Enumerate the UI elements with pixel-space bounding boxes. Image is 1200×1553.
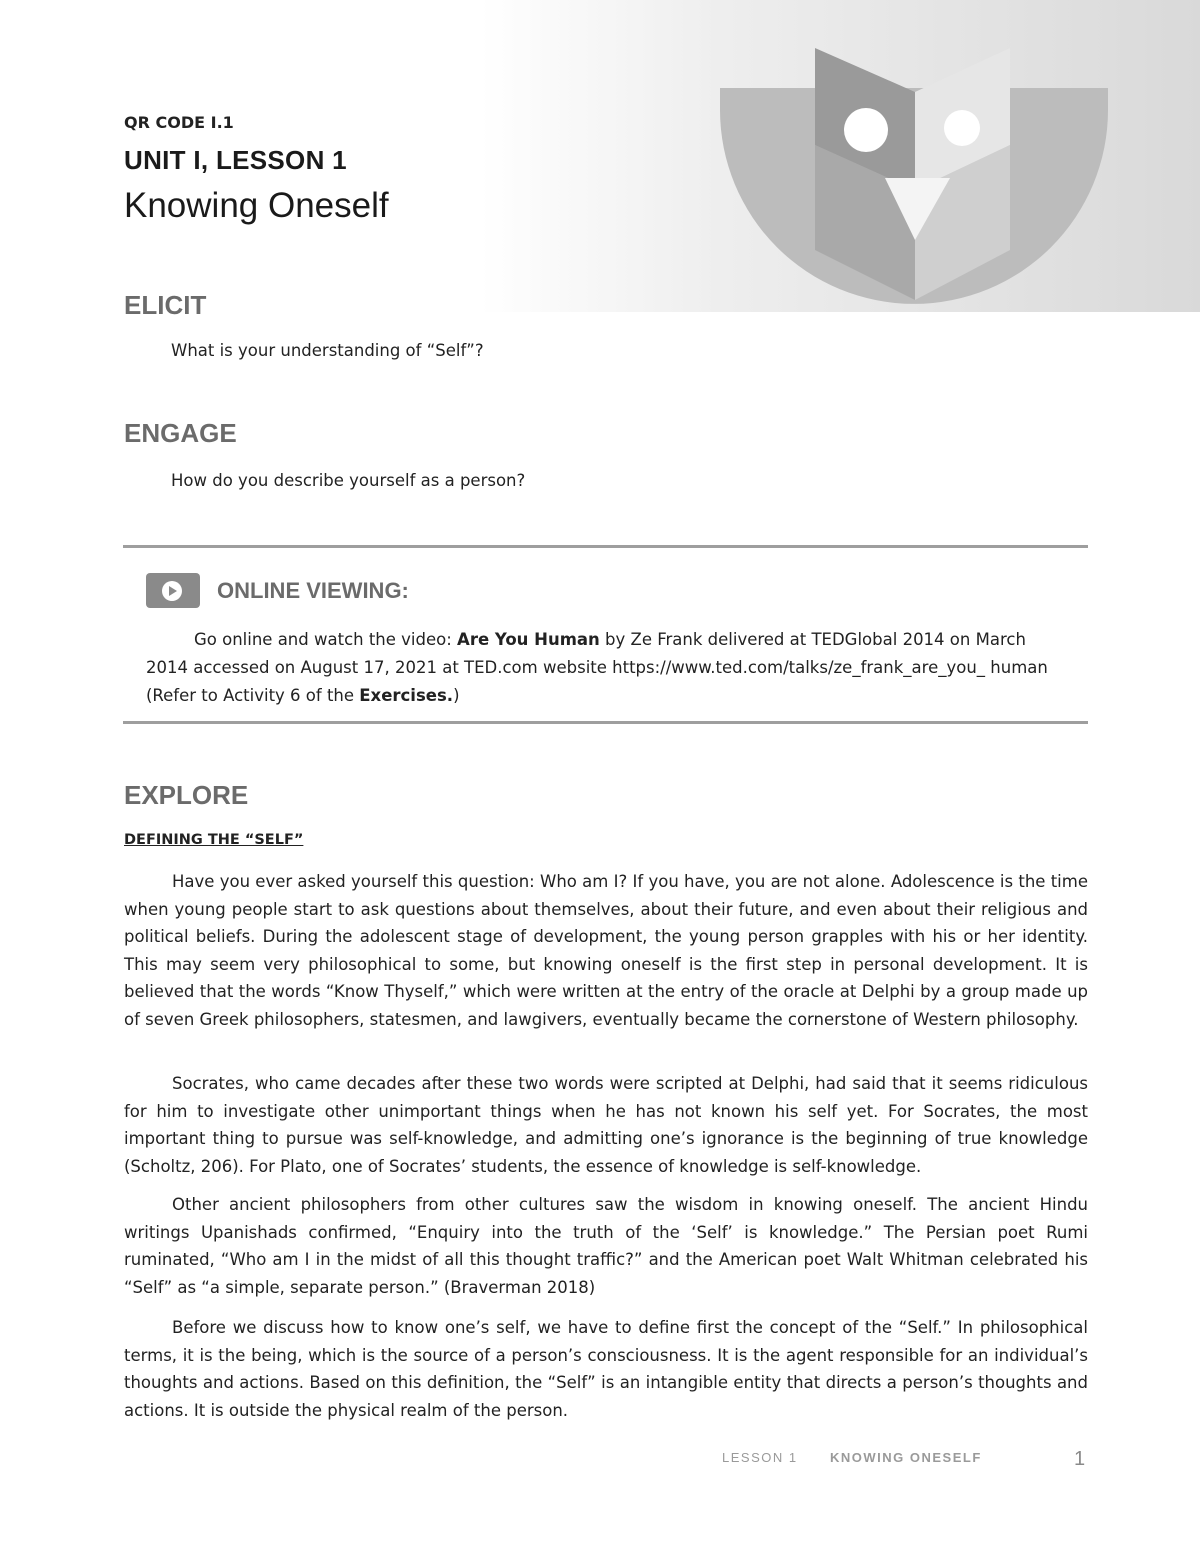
- online-viewing-title: ONLINE VIEWING:: [217, 578, 409, 603]
- online-viewing-text-start: Go online and watch the video:: [194, 630, 458, 649]
- exercises-reference: Exercises.: [359, 686, 454, 705]
- engage-heading: ENGAGE: [124, 418, 237, 448]
- unit-lesson-label: UNIT I, LESSON 1: [124, 145, 347, 175]
- explore-paragraph-text: Have you ever asked yourself this question: Who am I? If you have, you are not alone. Adolescence is the time when young people start to ask questions about themselves, about their future, and even about their religious and political beliefs. During the adolescent stage of development, the young person grapples with his or her identity. This may seem very philosophical to some, but knowing oneself is the first step in personal development. It is believed that the words “Know Thyself,” which were written at the entry of the oracle at Delphi by a group made up of seven Greek philosophers, statesmen, and lawgivers, eventually became the cornerstone of Western philosophy.: [124, 872, 1088, 1029]
- engage-question: How do you describe yourself as a person?: [171, 471, 526, 490]
- explore-paragraph-text: Before we discuss how to know one’s self, we have to define first the concept of the “Self.” In philosophical terms, it is the being, which is the source of a person’s consciousness. It is the agent responsible for an individual’s thoughts and actions. Based on this definition, the “Self” is an intangible entity that directs a person’s thoughts and actions. It is outside the physical realm of the person.: [124, 1318, 1088, 1420]
- explore-heading: EXPLORE: [124, 780, 249, 810]
- page-title: Knowing Oneself: [124, 186, 389, 225]
- explore-paragraph: [124, 1314, 1088, 1424]
- play-icon: [146, 573, 200, 608]
- owl-logo-icon: [712, 42, 1112, 304]
- divider-top: [123, 545, 1088, 548]
- explore-paragraph: [124, 1070, 1088, 1180]
- video-title: Are You Human: [457, 630, 600, 649]
- divider-bottom: [123, 721, 1088, 724]
- explore-paragraph-text: Socrates, who came decades after these two words were scripted at Delphi, had said that it seems ridiculous for him to investigate other unimportant things when he has not known his self yet. For Socrates, the most important thing to pursue was self-knowledge, and admitting one’s ignorance is the beginning of true knowledge (Scholtz, 206). For Plato, one of Socrates’ students, the essence of knowledge is self-knowledge.: [124, 1074, 1088, 1176]
- explore-paragraph-text: Other ancient philosophers from other cultures saw the wisdom in knowing oneself. The ancient Hindu writings Upanishads confirmed, “Enquiry into the truth of the ‘Self’ is knowledge.” The Persian poet Rumi ruminated, “Who am I in the midst of all this thought traffic?” and the American poet Walt Whitman celebrated his “Self” as “a simple, separate person.” (Braverman 2018): [124, 1195, 1088, 1297]
- elicit-heading: ELICIT: [124, 290, 207, 320]
- online-viewing-text-end: ): [453, 686, 460, 705]
- page-number: 1: [1074, 1448, 1086, 1470]
- explore-paragraph: [124, 868, 1088, 1033]
- explore-paragraph: [124, 1191, 1088, 1301]
- online-viewing-text: [146, 626, 1066, 710]
- elicit-question: What is your understanding of “Self”?: [171, 341, 484, 360]
- footer-lesson-label: LESSON 1: [722, 1450, 798, 1465]
- footer-lesson-title: KNOWING ONESELF: [830, 1450, 982, 1465]
- online-viewing-text-middle: by Ze Frank delivered at TEDGlobal 2014 on March 2014 accessed on August 17, 2021 at TED.com website https://www.ted.com/talks/ze_frank_are_you_ human (Refer to Activity 6 of the: [146, 630, 1048, 705]
- qr-code-label: QR CODE I.1: [124, 113, 234, 132]
- defining-self-subheading: DEFINING THE “SELF”: [124, 832, 304, 848]
